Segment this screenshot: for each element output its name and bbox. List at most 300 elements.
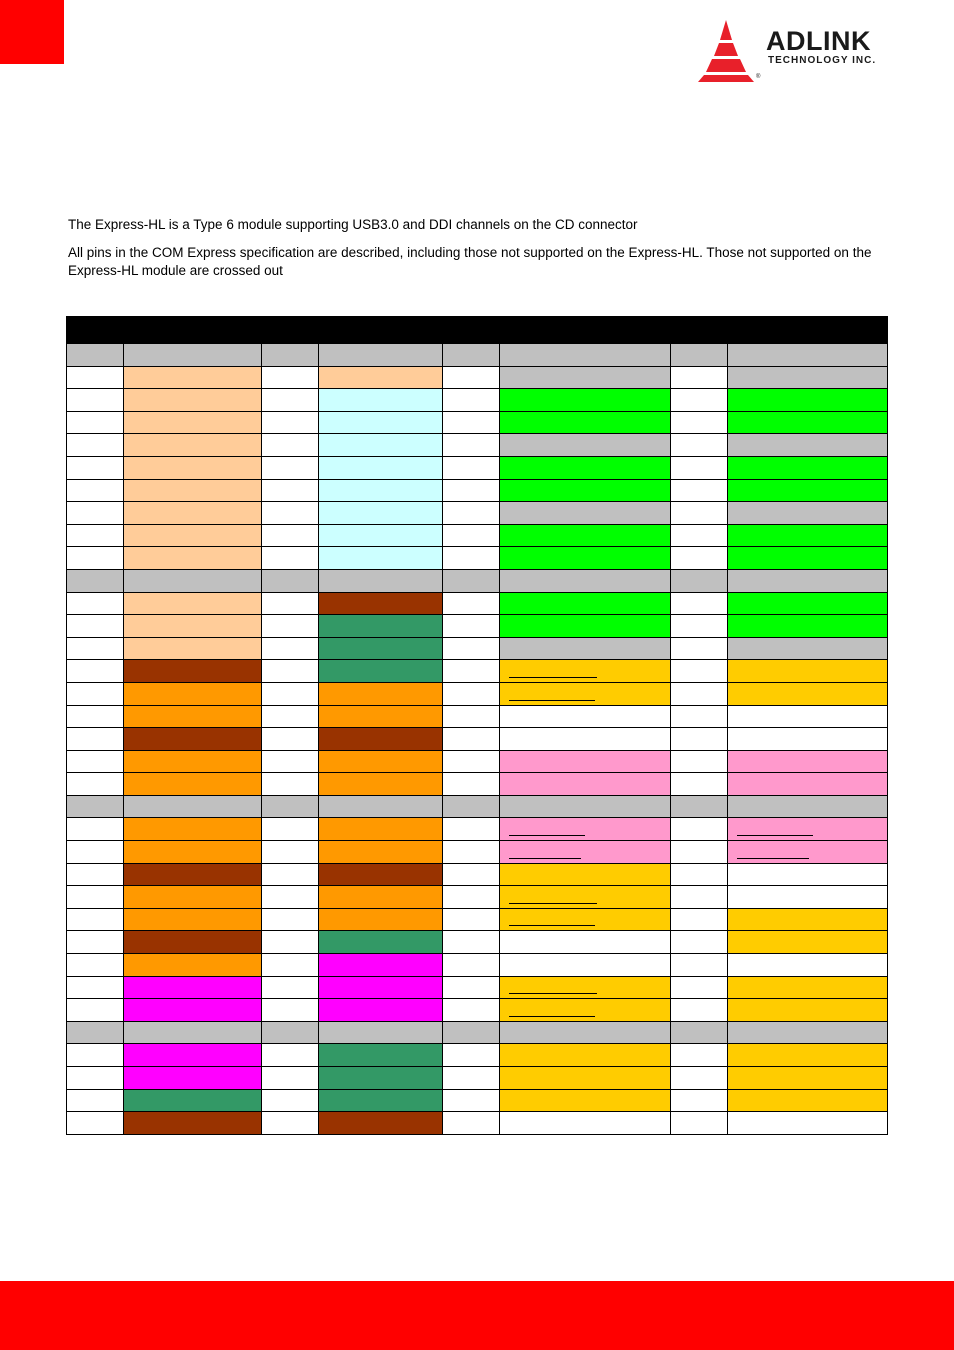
table-cell <box>728 1021 888 1044</box>
table-cell <box>500 750 671 773</box>
table-cell <box>262 750 319 773</box>
table-cell <box>124 841 262 864</box>
table-cell <box>124 569 262 592</box>
table-cell <box>262 795 319 818</box>
table-cell <box>67 795 124 818</box>
table-cell <box>671 411 728 434</box>
table-cell <box>124 434 262 457</box>
table-row <box>67 615 888 638</box>
pinout-table <box>66 316 888 1135</box>
table-row <box>67 841 888 864</box>
table-cell <box>124 1089 262 1112</box>
table-cell <box>67 750 124 773</box>
logo-registered-mark: ® <box>756 74 761 80</box>
table-cell <box>500 502 671 525</box>
table-cell <box>67 1044 124 1067</box>
table-cell <box>500 569 671 592</box>
table-cell <box>124 1067 262 1090</box>
table-cell <box>500 908 671 931</box>
table-cell <box>500 456 671 479</box>
table-cell <box>671 705 728 728</box>
table-cell <box>67 863 124 886</box>
intro-line-1: The Express-HL is a Type 6 module supporting USB3.0 and DDI channels on the CD connector <box>68 217 638 232</box>
table-row <box>67 795 888 818</box>
table-cell <box>124 502 262 525</box>
table-cell <box>262 841 319 864</box>
table-cell <box>671 479 728 502</box>
table-cell <box>671 931 728 954</box>
table-cell <box>671 434 728 457</box>
table-cell <box>319 434 443 457</box>
table-cell <box>319 1112 443 1135</box>
table-cell <box>728 434 888 457</box>
logo-tagline: TECHNOLOGY INC. <box>768 55 877 66</box>
table-cell <box>500 976 671 999</box>
table-cell <box>319 366 443 389</box>
table-cell <box>67 547 124 570</box>
table-cell <box>124 637 262 660</box>
table-cell <box>67 569 124 592</box>
table-row <box>67 592 888 615</box>
table-cell <box>671 1067 728 1090</box>
table-cell <box>319 569 443 592</box>
adlink-pyramid-icon <box>696 18 760 84</box>
table-cell <box>443 818 500 841</box>
table-cell <box>319 908 443 931</box>
table-cell <box>671 1021 728 1044</box>
table-cell <box>262 773 319 796</box>
table-cell <box>124 479 262 502</box>
footer-bar <box>0 1281 954 1350</box>
table-cell <box>728 615 888 638</box>
table-row <box>67 705 888 728</box>
table-cell <box>67 366 124 389</box>
table-cell <box>443 389 500 412</box>
table-cell <box>443 1044 500 1067</box>
table-cell <box>500 637 671 660</box>
table-cell <box>443 411 500 434</box>
table-cell <box>262 886 319 909</box>
table-row <box>67 1044 888 1067</box>
table-cell <box>319 682 443 705</box>
table-cell <box>262 411 319 434</box>
table-cell <box>728 705 888 728</box>
table-cell <box>500 1067 671 1090</box>
table-cell <box>262 1044 319 1067</box>
table-cell <box>262 569 319 592</box>
table-cell <box>500 705 671 728</box>
table-cell <box>124 886 262 909</box>
table-cell <box>319 773 443 796</box>
table-cell <box>319 976 443 999</box>
table-cell <box>728 502 888 525</box>
table-cell <box>443 637 500 660</box>
table-header-row <box>67 317 888 344</box>
table-cell <box>67 524 124 547</box>
table-cell <box>500 931 671 954</box>
table-cell <box>671 863 728 886</box>
table-cell <box>728 524 888 547</box>
table-row <box>67 1112 888 1135</box>
table-cell <box>443 999 500 1022</box>
table-cell <box>319 592 443 615</box>
table-cell <box>443 1089 500 1112</box>
table-cell <box>500 1089 671 1112</box>
table-cell <box>67 389 124 412</box>
table-cell <box>67 999 124 1022</box>
table-cell <box>67 976 124 999</box>
table-cell <box>500 954 671 977</box>
table-row <box>67 479 888 502</box>
table-cell <box>728 999 888 1022</box>
table-cell <box>671 592 728 615</box>
table-row <box>67 999 888 1022</box>
table-cell <box>671 1112 728 1135</box>
table-cell <box>124 615 262 638</box>
table-cell <box>262 637 319 660</box>
table-cell <box>67 615 124 638</box>
table-cell <box>443 434 500 457</box>
table-cell <box>671 569 728 592</box>
table-cell <box>443 954 500 977</box>
table-cell <box>671 999 728 1022</box>
table-cell <box>67 479 124 502</box>
table-cell <box>319 886 443 909</box>
table-cell <box>67 1112 124 1135</box>
table-cell <box>728 1044 888 1067</box>
table-cell <box>671 818 728 841</box>
table-cell <box>319 456 443 479</box>
table-cell <box>124 366 262 389</box>
table-cell <box>671 728 728 751</box>
table-cell <box>443 502 500 525</box>
table-cell <box>124 524 262 547</box>
table-cell <box>262 682 319 705</box>
table-cell <box>728 1112 888 1135</box>
table-cell <box>262 344 319 367</box>
table-cell <box>728 547 888 570</box>
table-cell <box>443 1021 500 1044</box>
header-cell <box>728 317 888 344</box>
table-row <box>67 976 888 999</box>
table-cell <box>500 863 671 886</box>
table-cell <box>728 1067 888 1090</box>
table-cell <box>319 411 443 434</box>
table-row <box>67 344 888 367</box>
table-cell <box>443 863 500 886</box>
table-cell <box>500 1044 671 1067</box>
table-cell <box>124 411 262 434</box>
strikeout-line <box>509 1016 595 1017</box>
table-cell <box>443 841 500 864</box>
table-cell <box>443 773 500 796</box>
table-cell <box>67 411 124 434</box>
table-cell <box>728 795 888 818</box>
table-cell <box>124 908 262 931</box>
table-cell <box>124 660 262 683</box>
table-cell <box>262 660 319 683</box>
table-row <box>67 728 888 751</box>
table-cell <box>671 886 728 909</box>
table-cell <box>728 456 888 479</box>
table-cell <box>443 908 500 931</box>
table-row <box>67 1067 888 1090</box>
table-cell <box>443 344 500 367</box>
table-cell <box>319 479 443 502</box>
table-cell <box>443 682 500 705</box>
table-cell <box>443 1112 500 1135</box>
table-row <box>67 456 888 479</box>
table-cell <box>671 1089 728 1112</box>
table-cell <box>124 795 262 818</box>
table-cell <box>728 389 888 412</box>
table-cell <box>728 592 888 615</box>
table-cell <box>728 479 888 502</box>
table-cell <box>67 931 124 954</box>
table-cell <box>319 841 443 864</box>
table-cell <box>262 502 319 525</box>
table-cell <box>67 1089 124 1112</box>
table-cell <box>67 637 124 660</box>
table-cell <box>443 456 500 479</box>
strikeout-line <box>509 700 595 701</box>
table-cell <box>671 841 728 864</box>
table-cell <box>262 954 319 977</box>
table-cell <box>124 773 262 796</box>
table-row <box>67 682 888 705</box>
table-cell <box>262 818 319 841</box>
table-cell <box>262 1021 319 1044</box>
table-cell <box>262 1067 319 1090</box>
table-cell <box>319 863 443 886</box>
table-cell <box>67 818 124 841</box>
table-cell <box>671 795 728 818</box>
table-cell <box>67 660 124 683</box>
table-cell <box>500 841 671 864</box>
table-cell <box>262 999 319 1022</box>
table-row <box>67 863 888 886</box>
table-cell <box>728 863 888 886</box>
table-cell <box>728 908 888 931</box>
table-row <box>67 954 888 977</box>
table-cell <box>671 456 728 479</box>
table-cell <box>671 908 728 931</box>
table-cell <box>124 954 262 977</box>
table-cell <box>319 389 443 412</box>
pinout-table-body <box>67 344 888 1135</box>
table-cell <box>319 728 443 751</box>
table-cell <box>728 1089 888 1112</box>
table-cell <box>500 479 671 502</box>
table-cell <box>671 615 728 638</box>
strikeout-line <box>509 835 585 836</box>
table-cell <box>124 389 262 412</box>
table-cell <box>671 1044 728 1067</box>
table-cell <box>67 592 124 615</box>
table-cell <box>67 705 124 728</box>
page-corner-block <box>0 0 64 64</box>
table-cell <box>443 615 500 638</box>
table-cell <box>262 479 319 502</box>
table-cell <box>124 592 262 615</box>
table-cell <box>124 456 262 479</box>
table-cell <box>124 728 262 751</box>
intro-text <box>68 216 888 290</box>
table-cell <box>319 524 443 547</box>
table-cell <box>671 547 728 570</box>
table-cell <box>671 637 728 660</box>
strikeout-line <box>737 835 813 836</box>
table-cell <box>67 773 124 796</box>
table-row <box>67 660 888 683</box>
table-cell <box>500 728 671 751</box>
table-row <box>67 1021 888 1044</box>
table-cell <box>671 682 728 705</box>
table-cell <box>319 1067 443 1090</box>
table-row <box>67 1089 888 1112</box>
table-cell <box>443 705 500 728</box>
table-row <box>67 818 888 841</box>
table-cell <box>67 456 124 479</box>
table-cell <box>124 750 262 773</box>
table-cell <box>67 1021 124 1044</box>
table-row <box>67 886 888 909</box>
table-cell <box>500 795 671 818</box>
table-cell <box>262 705 319 728</box>
table-cell <box>319 547 443 570</box>
table-cell <box>500 366 671 389</box>
table-cell <box>671 344 728 367</box>
table-cell <box>262 524 319 547</box>
header-cell <box>124 317 262 344</box>
table-cell <box>671 389 728 412</box>
logo-wordmark: ADLINK <box>766 26 871 56</box>
table-cell <box>500 411 671 434</box>
table-row <box>67 773 888 796</box>
table-cell <box>500 886 671 909</box>
table-cell <box>443 976 500 999</box>
table-cell <box>443 886 500 909</box>
table-row <box>67 502 888 525</box>
table-cell <box>124 818 262 841</box>
table-cell <box>262 976 319 999</box>
table-cell <box>500 547 671 570</box>
table-cell <box>319 502 443 525</box>
table-cell <box>319 344 443 367</box>
table-cell <box>262 366 319 389</box>
table-cell <box>443 547 500 570</box>
table-cell <box>443 592 500 615</box>
table-cell <box>443 1067 500 1090</box>
table-cell <box>728 954 888 977</box>
table-row <box>67 750 888 773</box>
strikeout-line <box>509 993 597 994</box>
table-cell <box>500 1021 671 1044</box>
table-cell <box>262 1089 319 1112</box>
table-cell <box>319 818 443 841</box>
table-cell <box>124 1044 262 1067</box>
table-cell <box>443 750 500 773</box>
table-cell <box>124 547 262 570</box>
strikeout-line <box>509 677 597 678</box>
table-cell <box>728 931 888 954</box>
table-cell <box>728 411 888 434</box>
table-cell <box>319 954 443 977</box>
table-cell <box>671 773 728 796</box>
table-cell <box>728 728 888 751</box>
header-cell <box>671 317 728 344</box>
table-cell <box>443 795 500 818</box>
table-cell <box>262 908 319 931</box>
table-cell <box>500 818 671 841</box>
table-cell <box>319 1044 443 1067</box>
table-cell <box>319 1021 443 1044</box>
table-cell <box>728 750 888 773</box>
table-cell <box>728 569 888 592</box>
table-row <box>67 411 888 434</box>
table-cell <box>500 682 671 705</box>
table-cell <box>124 976 262 999</box>
table-cell <box>500 1112 671 1135</box>
table-cell <box>262 863 319 886</box>
table-cell <box>319 750 443 773</box>
header-cell <box>262 317 319 344</box>
strikeout-line <box>509 858 581 859</box>
table-row <box>67 637 888 660</box>
table-cell <box>67 502 124 525</box>
table-cell <box>443 479 500 502</box>
table-cell <box>67 954 124 977</box>
table-row <box>67 366 888 389</box>
table-cell <box>728 886 888 909</box>
table-cell <box>728 344 888 367</box>
table-row <box>67 569 888 592</box>
table-cell <box>124 705 262 728</box>
table-cell <box>262 389 319 412</box>
table-cell <box>319 660 443 683</box>
table-cell <box>443 931 500 954</box>
intro-line-2: All pins in the COM Express specification are described, including those not supported on the Express-HL. Those not supported on the Express-HL module are crossed out <box>68 245 872 278</box>
table-cell <box>500 615 671 638</box>
table-cell <box>262 547 319 570</box>
table-cell <box>67 728 124 751</box>
header-cell <box>67 317 124 344</box>
table-cell <box>500 434 671 457</box>
table-row <box>67 547 888 570</box>
table-cell <box>500 524 671 547</box>
table-cell <box>262 456 319 479</box>
table-cell <box>500 773 671 796</box>
table-cell <box>67 682 124 705</box>
table-cell <box>728 818 888 841</box>
header-cell <box>443 317 500 344</box>
table-cell <box>728 660 888 683</box>
table-cell <box>671 954 728 977</box>
table-cell <box>67 434 124 457</box>
strikeout-line <box>737 858 809 859</box>
table-cell <box>443 524 500 547</box>
table-cell <box>124 682 262 705</box>
table-cell <box>124 344 262 367</box>
table-cell <box>67 1067 124 1090</box>
header-cell <box>500 317 671 344</box>
header-cell <box>319 317 443 344</box>
table-cell <box>443 569 500 592</box>
table-cell <box>319 637 443 660</box>
table-cell <box>319 795 443 818</box>
table-cell <box>500 592 671 615</box>
strikeout-line <box>509 903 597 904</box>
